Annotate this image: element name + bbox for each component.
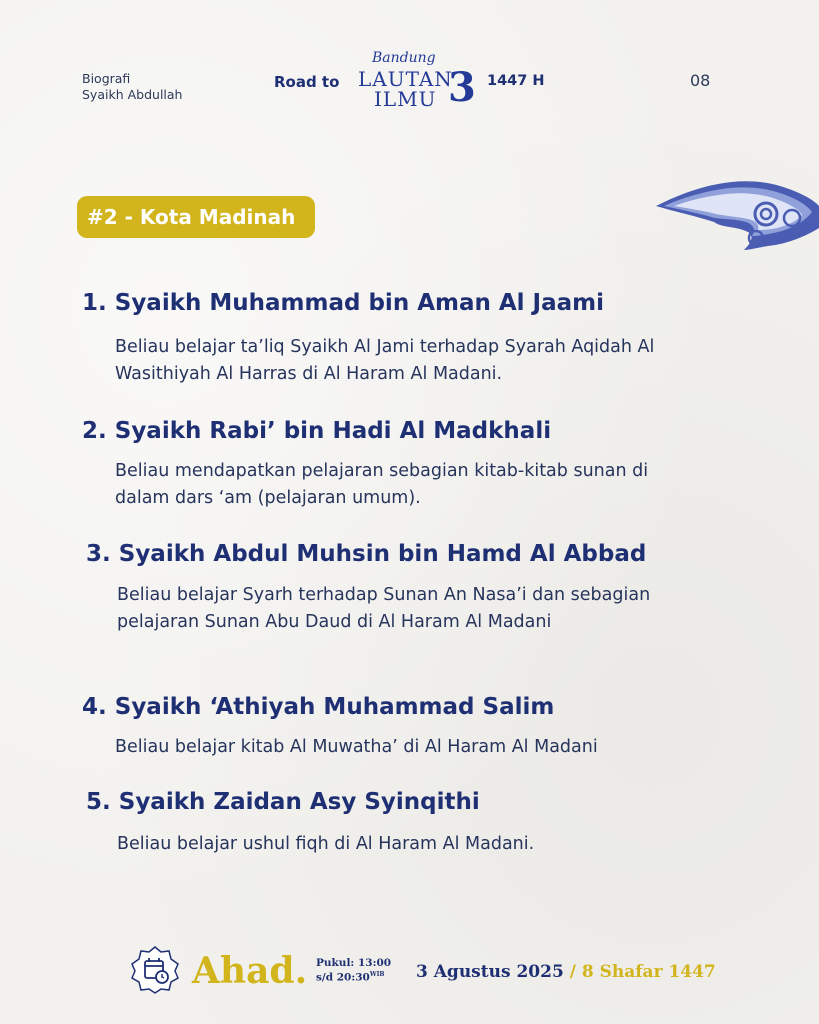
teacher-desc-5: Beliau belajar ushul fiqh di Al Haram Al Madani. [117,834,535,854]
event-date [416,962,716,982]
header-year: 1447 H [487,73,545,89]
teacher-title-4: 4. Syaikh ‘Athiyah Muhammad Salim [82,694,555,720]
teacher-desc-2: Beliau mendapatkan pelajaran sebagian kitab-kitab sunan di dalam dars ‘am (pelajaran umum). [115,461,649,508]
event-time [316,957,391,984]
section-badge-label: #2 - Kota Madinah [87,205,296,229]
teacher-desc-4: Beliau belajar kitab Al Muwatha’ di Al Haram Al Madani [115,737,598,757]
teacher-title-1: 1. Syaikh Muhammad bin Aman Al Jaami [82,290,605,316]
event-time-end: s/d 20:30 [316,971,370,984]
teacher-title-5: 5. Syaikh Zaidan Asy Syinqithi [86,789,480,815]
teacher-desc-3: Beliau belajar Syarh terhadap Sunan An Nasa’i dan sebagian pelajaran Sunan Abu Daud di Al Haram Al Madani [117,585,651,632]
teacher-title-2: 2. Syaikh Rabi’ bin Hadi Al Madkhali [82,418,552,444]
header-topic [82,71,182,103]
logo-word-ilmu: ILMU [374,87,437,111]
logo-script-text: Bandung [372,50,436,66]
event-time-start: Pukul: 13:00 [316,957,392,969]
page-number: 08 [690,71,711,90]
calendar-clock-icon [131,946,179,994]
road-to-label: Road to [274,73,340,91]
event-gregorian-date: 3 Agustus 2025 [416,962,564,982]
header-topic-line2: Syaikh Abdullah [82,87,183,102]
logo-number: 3 [448,64,476,111]
teacher-title-3: 3. Syaikh Abdul Muhsin bin Hamd Al Abbad [86,541,647,567]
section-badge [77,196,315,238]
teacher-desc-1: Beliau belajar ta’liq Syaikh Al Jami terhadap Syarah Aqidah Al Wasithiyah Al Harras di Al Haram Al Madani. [115,337,655,384]
event-time-zone: WIB [369,971,385,978]
cloud-ornament-icon [656,178,819,250]
event-day: Ahad. [192,950,308,992]
event-logo [352,50,480,114]
date-separator: / [569,962,576,982]
header-topic-line1: Biografi [82,71,131,86]
logo-word-lautan: LAUTAN [358,67,453,91]
event-hijri-date: 8 Shafar 1447 [581,962,716,982]
